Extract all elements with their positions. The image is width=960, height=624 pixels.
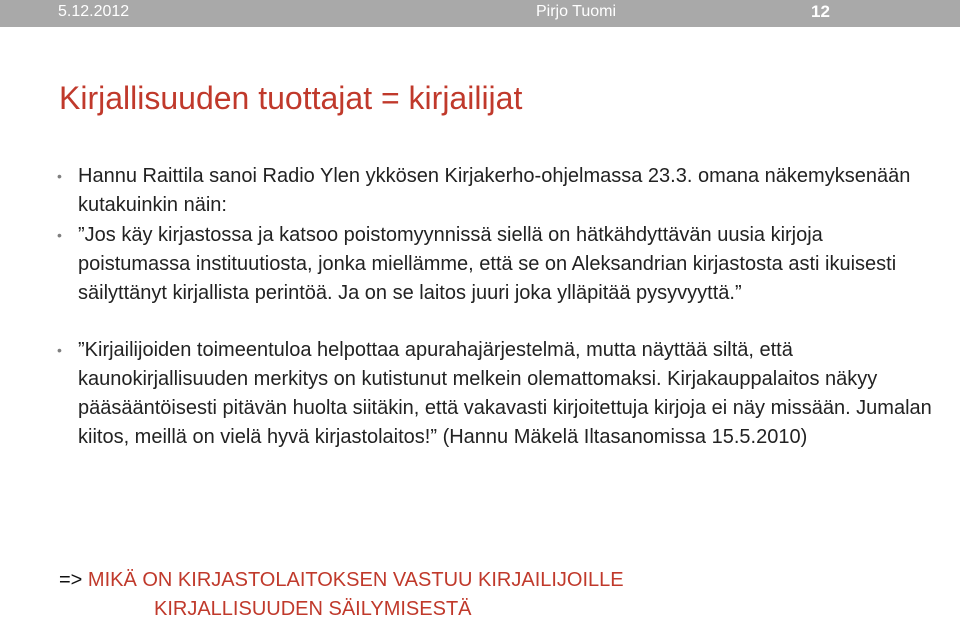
slide-title: Kirjallisuuden tuottajat = kirjailijat <box>59 80 523 116</box>
conclusion-question: MIKÄ ON KIRJASTOLAITOKSEN VASTUU KIRJAILIJOILLE <box>87 569 624 591</box>
bullet-text: ”Kirjailijoiden toimeentuloa helpottaa apurahajärjestelmä, mutta näyttää siltä, että kaunokirjallisuuden merkitys on kutistunut melkein olemattomaksi. Kirjakauppalaitos näkyy pääsääntöisesti pitävän huolta siitäkin, että vakavasti kirjoitettuja kirjoja ei näy missään. Jumalan kiitos, meillä on vielä hyvä kirjastolaitos!” (Hannu Mäkelä Iltasanomissa 15.5.2010) <box>78 339 932 448</box>
bullet-text: Hannu Raittila sanoi Radio Ylen ykkösen Kirjakerho-ohjelmassa 23.3. omana näkemyksenään kutakuinkin näin: <box>78 165 911 216</box>
conclusion-line-1 <box>59 566 624 595</box>
bullet-item <box>56 336 936 452</box>
header-page-number: 12 <box>811 2 830 21</box>
bullet-item <box>56 221 936 308</box>
slide-header-bar <box>0 0 960 27</box>
bullet-item <box>56 162 936 220</box>
conclusion-line-2: KIRJALLISUUDEN SÄILYMISESTÄ <box>154 598 472 620</box>
arrow-icon: => <box>59 569 83 591</box>
header-date: 5.12.2012 <box>58 3 130 20</box>
bullet-dot-icon: • <box>57 342 62 358</box>
bullet-list <box>56 162 936 452</box>
bullet-text: ”Jos käy kirjastossa ja katsoo poistomyynnissä siellä on hätkähdyttävän uusia kirjoja poistumassa instituutiosta, jonka miellämme, että se on Aleksandrian kirjastosta asti ikuisesti säilyttänyt kirjallista perintöä. Ja on se laitos juuri joka ylläpitää pysyvyyttä.” <box>78 224 897 304</box>
bullet-dot-icon: • <box>57 168 62 184</box>
header-author: Pirjo Tuomi <box>536 3 617 20</box>
bullet-dot-icon: • <box>57 227 62 243</box>
